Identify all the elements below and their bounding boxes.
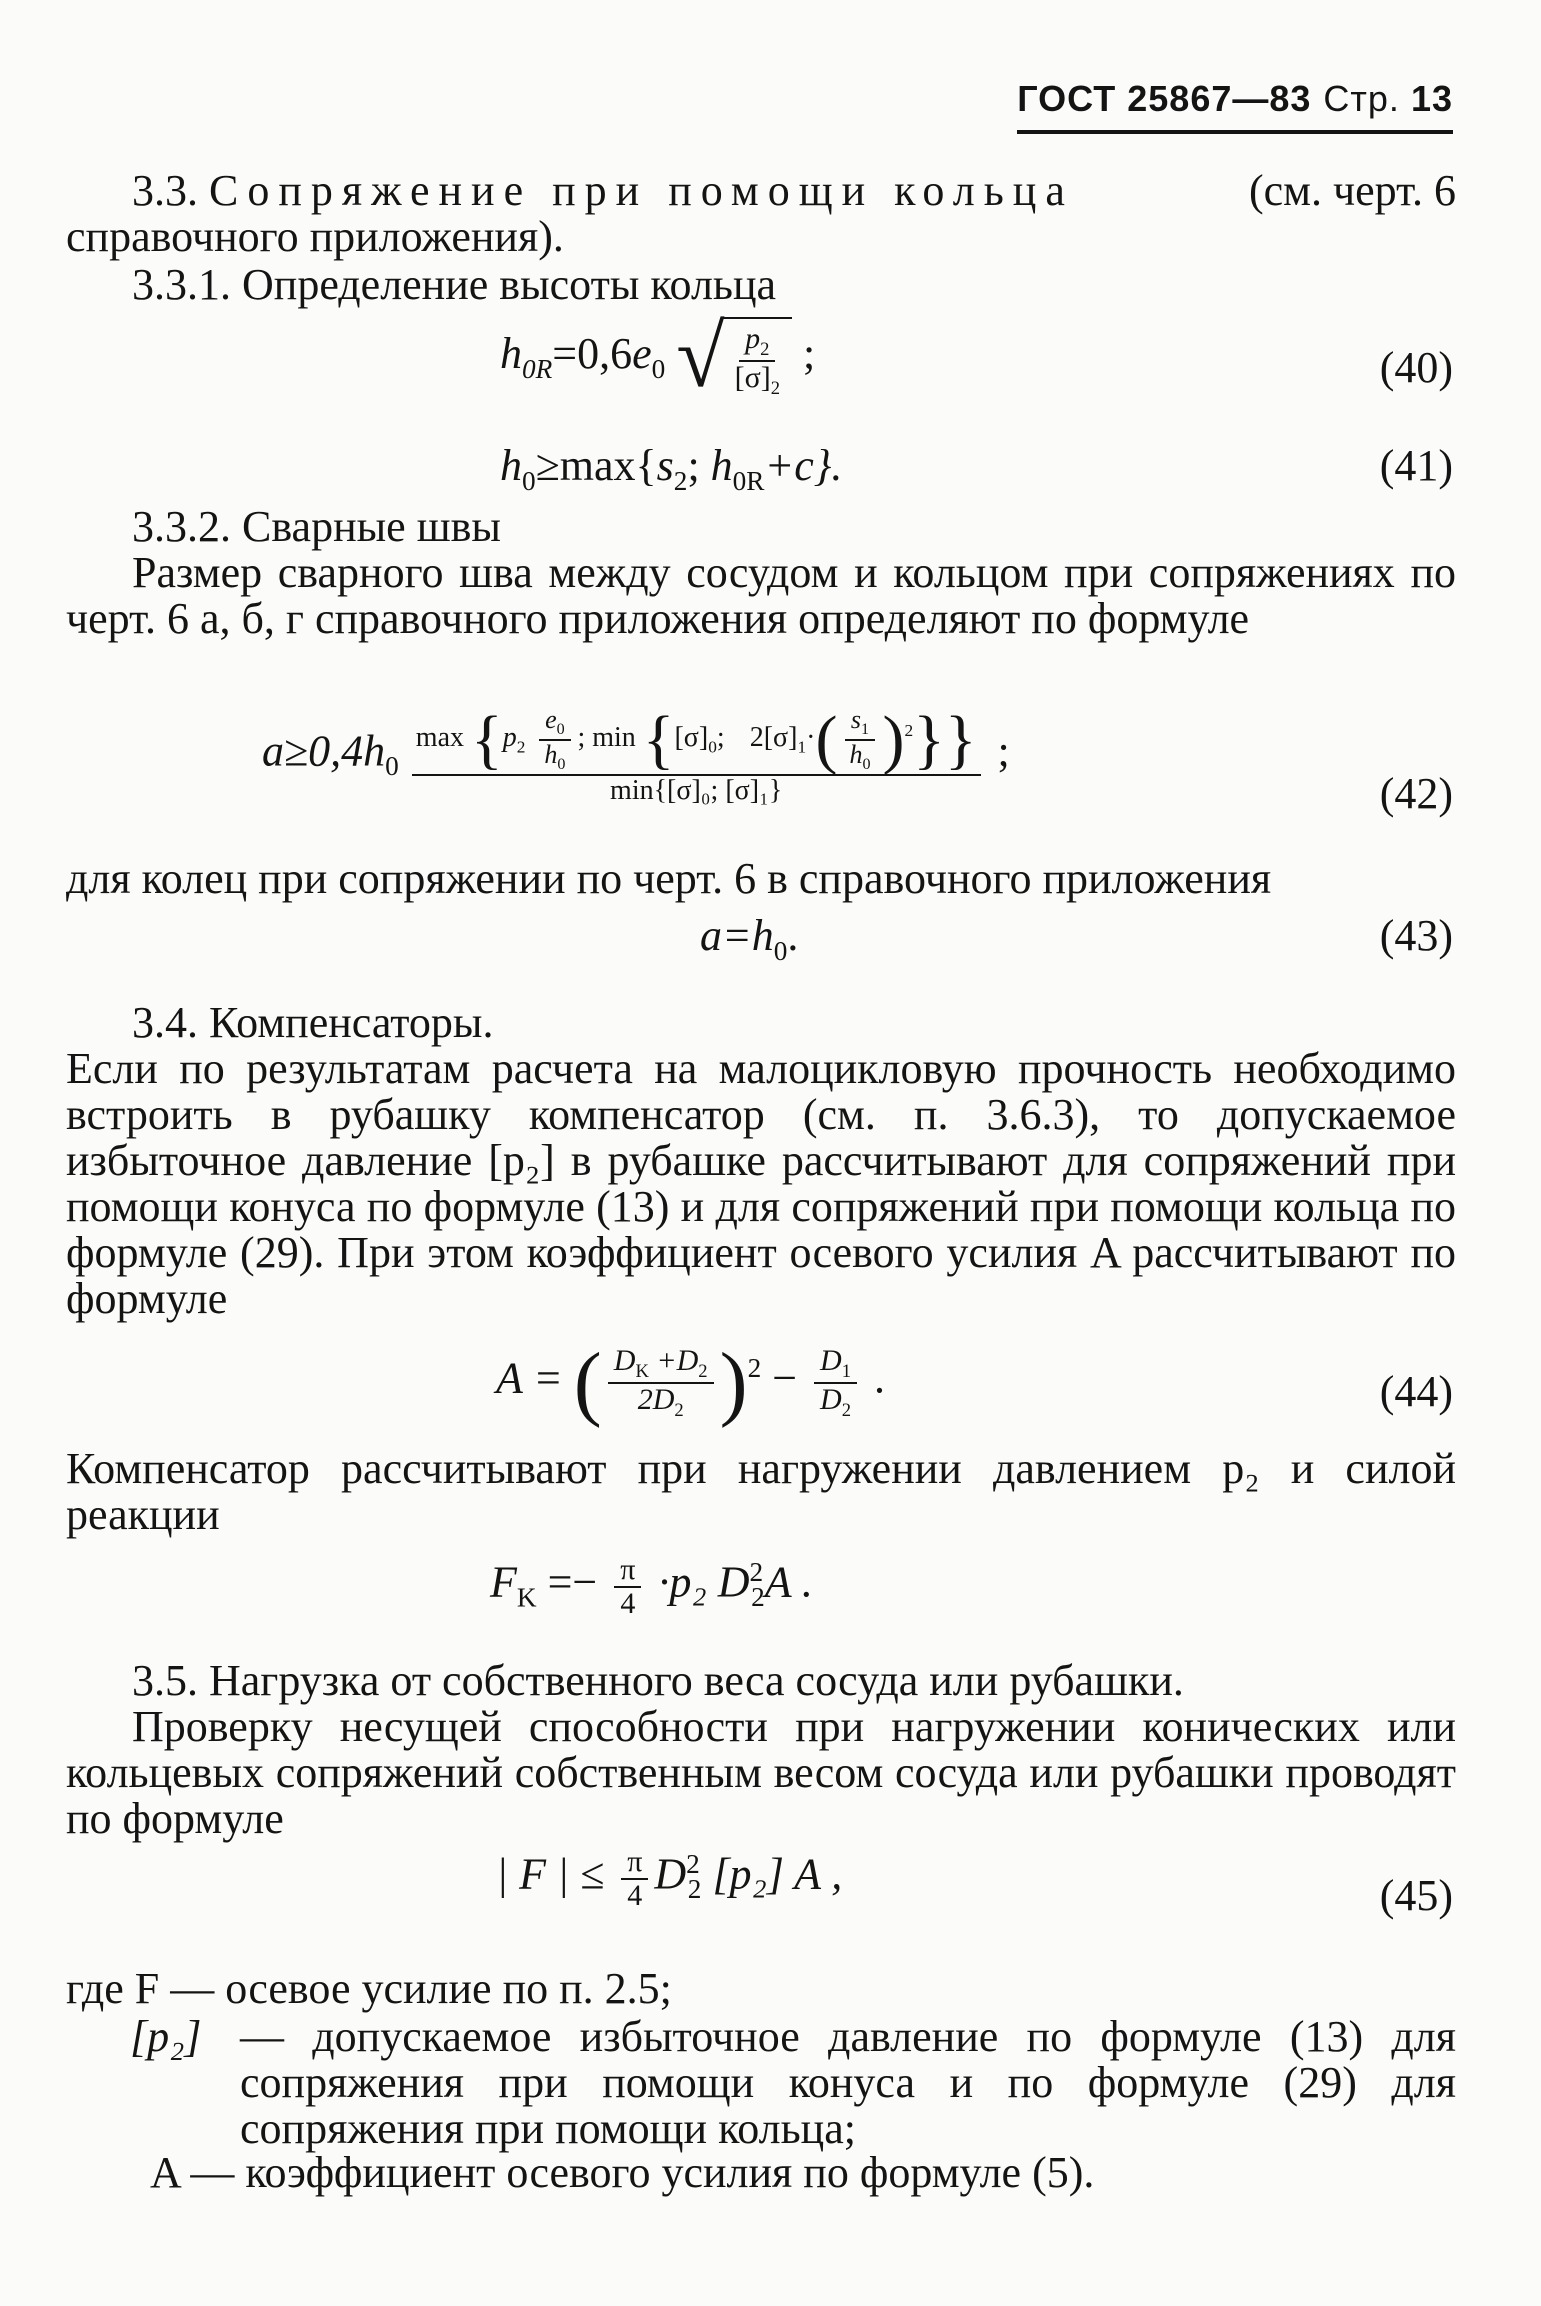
paragraph-42b: для колец при сопряжении по черт. 6 в справочного приложения <box>66 854 1272 903</box>
legend-line-f: где F — осевое усилие по п. 2.5; <box>66 1964 672 2013</box>
section-3-3-heading: 3.3. Сопряжение при помощи кольца (см. черт. 6 <box>132 166 1456 215</box>
gost-number: ГОСТ 25867—83 <box>1017 78 1312 119</box>
formula-44-number: (44) <box>1379 1367 1453 1416</box>
formula-43: $a=h_0$. <box>700 911 799 966</box>
formula-42: $a\ge 0,4h_0$ $\max \{p_2$ $\frac{e_0}{h_0}$ ; $\min \{[\sigma]_0$; $2[\sigma]_1\cdot$( $\frac{s_1}{h_0}$ )$^2$}} min{[σ]₀; [σ]₁} ; <box>262 703 1010 807</box>
formula-45-number: (45) <box>1379 1871 1453 1920</box>
section-3-3-2-heading: 3.3.2. Сварные швы <box>132 502 501 551</box>
paragraph-3-5: Проверку несущей способности при нагружении конических или кольцевых сопряжений собственным весом сосуда или рубашки проводят по формуле <box>66 1702 1456 1843</box>
page-header <box>1017 78 1453 134</box>
paragraph-3-4: Если по результатам расчета на малоцикловую прочность необходимо встроить в рубашку компенсатор (см. п. 3.6.3), то допускаемое избыточное давление [p₂] в рубашке рассчитывают для сопряжений при помощи конуса по формуле (13) и для сопряжений при помощи кольца по формуле (29). При этом коэффициент осевого усилия A рассчитывают по формуле <box>66 1044 1456 1323</box>
formula-40: $h_{0R}=0,6e_0$ √ $\frac{p_2}{[\sigma]_2}$ ; <box>500 309 816 406</box>
legend-item-p2: [p₂] — допускаемое избыточное давление по формуле (13) для сопряжения при помощи конуса и по формуле (29) для сопряжения при помощи кольца; <box>130 2012 1456 2153</box>
section-3-5-heading: 3.5. Нагрузка от собственного веса сосуда или рубашки. <box>132 1656 1184 1705</box>
section-3-4-heading: 3.4. Компенсаторы. <box>132 998 494 1047</box>
formula-41: $h_0\ge\max\{s_2$; $h_{0R}+c$}. <box>500 441 843 496</box>
section-3-3-line2: справочного приложения). <box>66 212 564 261</box>
formula-44: A = ( $\frac{D_K +D_2}{2D_2}$ )$^2$ − $\frac{D_1}{D_2}$ . <box>496 1336 886 1429</box>
formula-fk: $F_K$ =− $\frac{\pi}{4}$ ·p₂ $D^2_2A$ . <box>490 1553 813 1620</box>
formula-41-number: (41) <box>1379 441 1453 490</box>
formula-40-number: (40) <box>1379 343 1453 392</box>
section-3-3-1-heading: 3.3.1. Определение высоты кольца <box>132 260 777 309</box>
paragraph-44b: Компенсатор рассчитывают при нагружении давлением p₂ и силой реакции <box>66 1444 1456 1539</box>
formula-42-number: (42) <box>1379 769 1453 818</box>
formula-45: | F | ≤ $\frac{\pi}{4}$ $D^2_2$ [p₂] A , <box>496 1845 843 1912</box>
page-label: Стр. <box>1323 78 1400 119</box>
paragraph-3-3-2: Размер сварного шва между сосудом и кольцом при сопряжениях по черт. 6 а, б, г справочного приложения определяют по формуле <box>66 548 1456 643</box>
legend-item-a: A — коэффициент осевого усилия по формуле (5). <box>150 2148 1095 2197</box>
formula-43-number: (43) <box>1379 911 1453 960</box>
spaced-title: Сопряжение при помощи кольца <box>209 166 1074 215</box>
page-number: 13 <box>1410 78 1453 119</box>
